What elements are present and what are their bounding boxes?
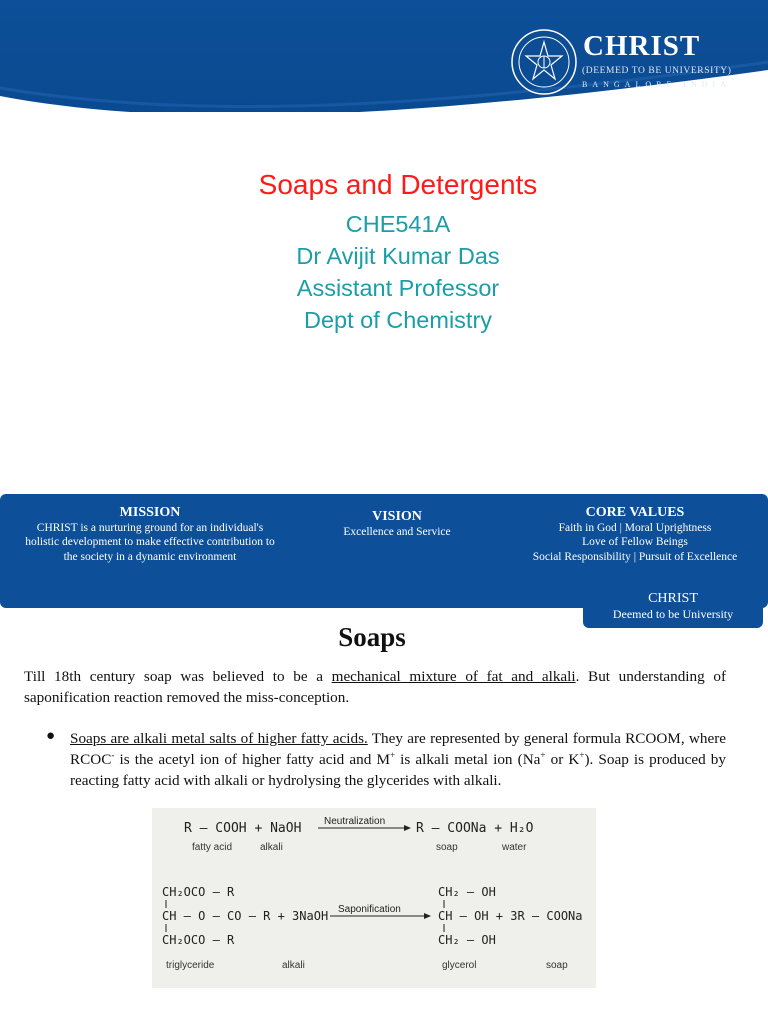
bullet-segment: is the acetyl ion of higher fatty acid and M: [114, 751, 390, 768]
values-line: Faith in God | Moral Uprightness: [558, 522, 712, 534]
superscript: +: [389, 750, 396, 760]
eq2-left-line: CH₂OCO – R: [162, 885, 235, 899]
bullet-text: [70, 728, 726, 791]
eq2-right-line: CH – OH + 3R – COONa: [438, 909, 583, 923]
reaction-scheme-image: [152, 808, 596, 988]
eq1-label: soap: [436, 842, 458, 853]
intro-paragraph: [24, 666, 726, 708]
arrowhead-icon: [404, 825, 411, 831]
values-line: Love of Fellow Beings: [582, 536, 688, 549]
logo-city: BANGALORE INDIA: [582, 80, 731, 89]
slide-title: Soaps and Detergents: [258, 169, 538, 200]
university-seal-icon: [510, 28, 578, 96]
values-heading: CORE VALUES: [585, 505, 685, 520]
superscript: +: [540, 750, 546, 760]
vision-heading: VISION: [372, 509, 422, 524]
reaction-scheme: [152, 808, 596, 988]
bullet-segment: or K: [545, 751, 580, 768]
mission-line: CHRIST is a nurturing ground for an individual's: [36, 522, 264, 534]
eq1-label: alkali: [260, 842, 283, 853]
eq2-left-line: CH – O – CO – R + 3NaOH: [162, 909, 329, 923]
eq2-right-line: CH₂ – OH: [438, 885, 496, 899]
bullet-segment: is alkali metal ion (Na: [395, 751, 541, 768]
author-position: Assistant Professor: [296, 275, 500, 301]
logo-name: CHRIST: [583, 30, 701, 62]
mission-column: [4, 504, 296, 564]
eq2-arrow-label: Saponification: [338, 904, 401, 915]
intro-underlined: mechanical mixture of fat and alkali: [331, 668, 576, 685]
section-heading: Soaps: [338, 622, 406, 652]
eq2-label: alkali: [282, 960, 305, 971]
vision-column: [320, 508, 474, 539]
eq1-arrow-label: Neutralization: [324, 816, 386, 827]
superscript: -: [111, 750, 115, 760]
eq1-label: water: [502, 842, 527, 853]
intro-text: . But understanding of saponification reaction removed the miss-conception.: [24, 668, 727, 706]
superscript: +: [579, 750, 585, 760]
header-banner: [0, 0, 768, 112]
author-name: Dr Avijit Kumar Das: [296, 243, 500, 269]
bullet-underlined: Soaps are alkali metal salts of higher fatty acids.: [70, 730, 368, 747]
vision-text: Excellence and Service: [343, 526, 451, 538]
bullet-segment: They are represented by general formula RCOOM, where RCOC: [70, 730, 726, 768]
intro-text: Till 18th century soap was believed to be a: [24, 668, 332, 685]
tag-name: CHRIST: [648, 591, 698, 606]
eq2-right-line: CH₂ – OH: [438, 933, 496, 947]
mission-line: holistic development to make effective contribution to: [25, 536, 275, 549]
eq1-right: R – COONa + H₂O: [416, 821, 534, 836]
mission-line: the society in a dynamic environment: [63, 550, 237, 563]
tag-subtitle: Deemed to be University: [612, 607, 734, 621]
author-department: Dept of Chemistry: [303, 307, 493, 333]
values-column: [510, 504, 760, 564]
eq2-label: soap: [546, 960, 568, 971]
title-block: [0, 168, 768, 336]
logo-subtitle: (DEEMED TO BE UNIVERSITY): [582, 66, 732, 76]
bullet-segment: ). Soap is produced by reacting fatty acid with alkali or hydrolysing the glycerides with alkali.: [70, 751, 726, 789]
eq1-left: R – COOH + NaOH: [184, 821, 302, 836]
values-line: Social Responsibility | Pursuit of Excellence: [532, 550, 738, 563]
arrowhead-icon: [424, 913, 431, 919]
bullet-dot-icon: ●: [46, 728, 56, 744]
course-code: CHE541A: [345, 211, 451, 237]
eq2-label: triglyceride: [166, 960, 215, 971]
eq2-label: glycerol: [442, 960, 477, 971]
eq2-left-line: CH₂OCO – R: [162, 933, 235, 947]
mission-heading: MISSION: [119, 505, 181, 520]
eq1-label: fatty acid: [192, 842, 233, 853]
